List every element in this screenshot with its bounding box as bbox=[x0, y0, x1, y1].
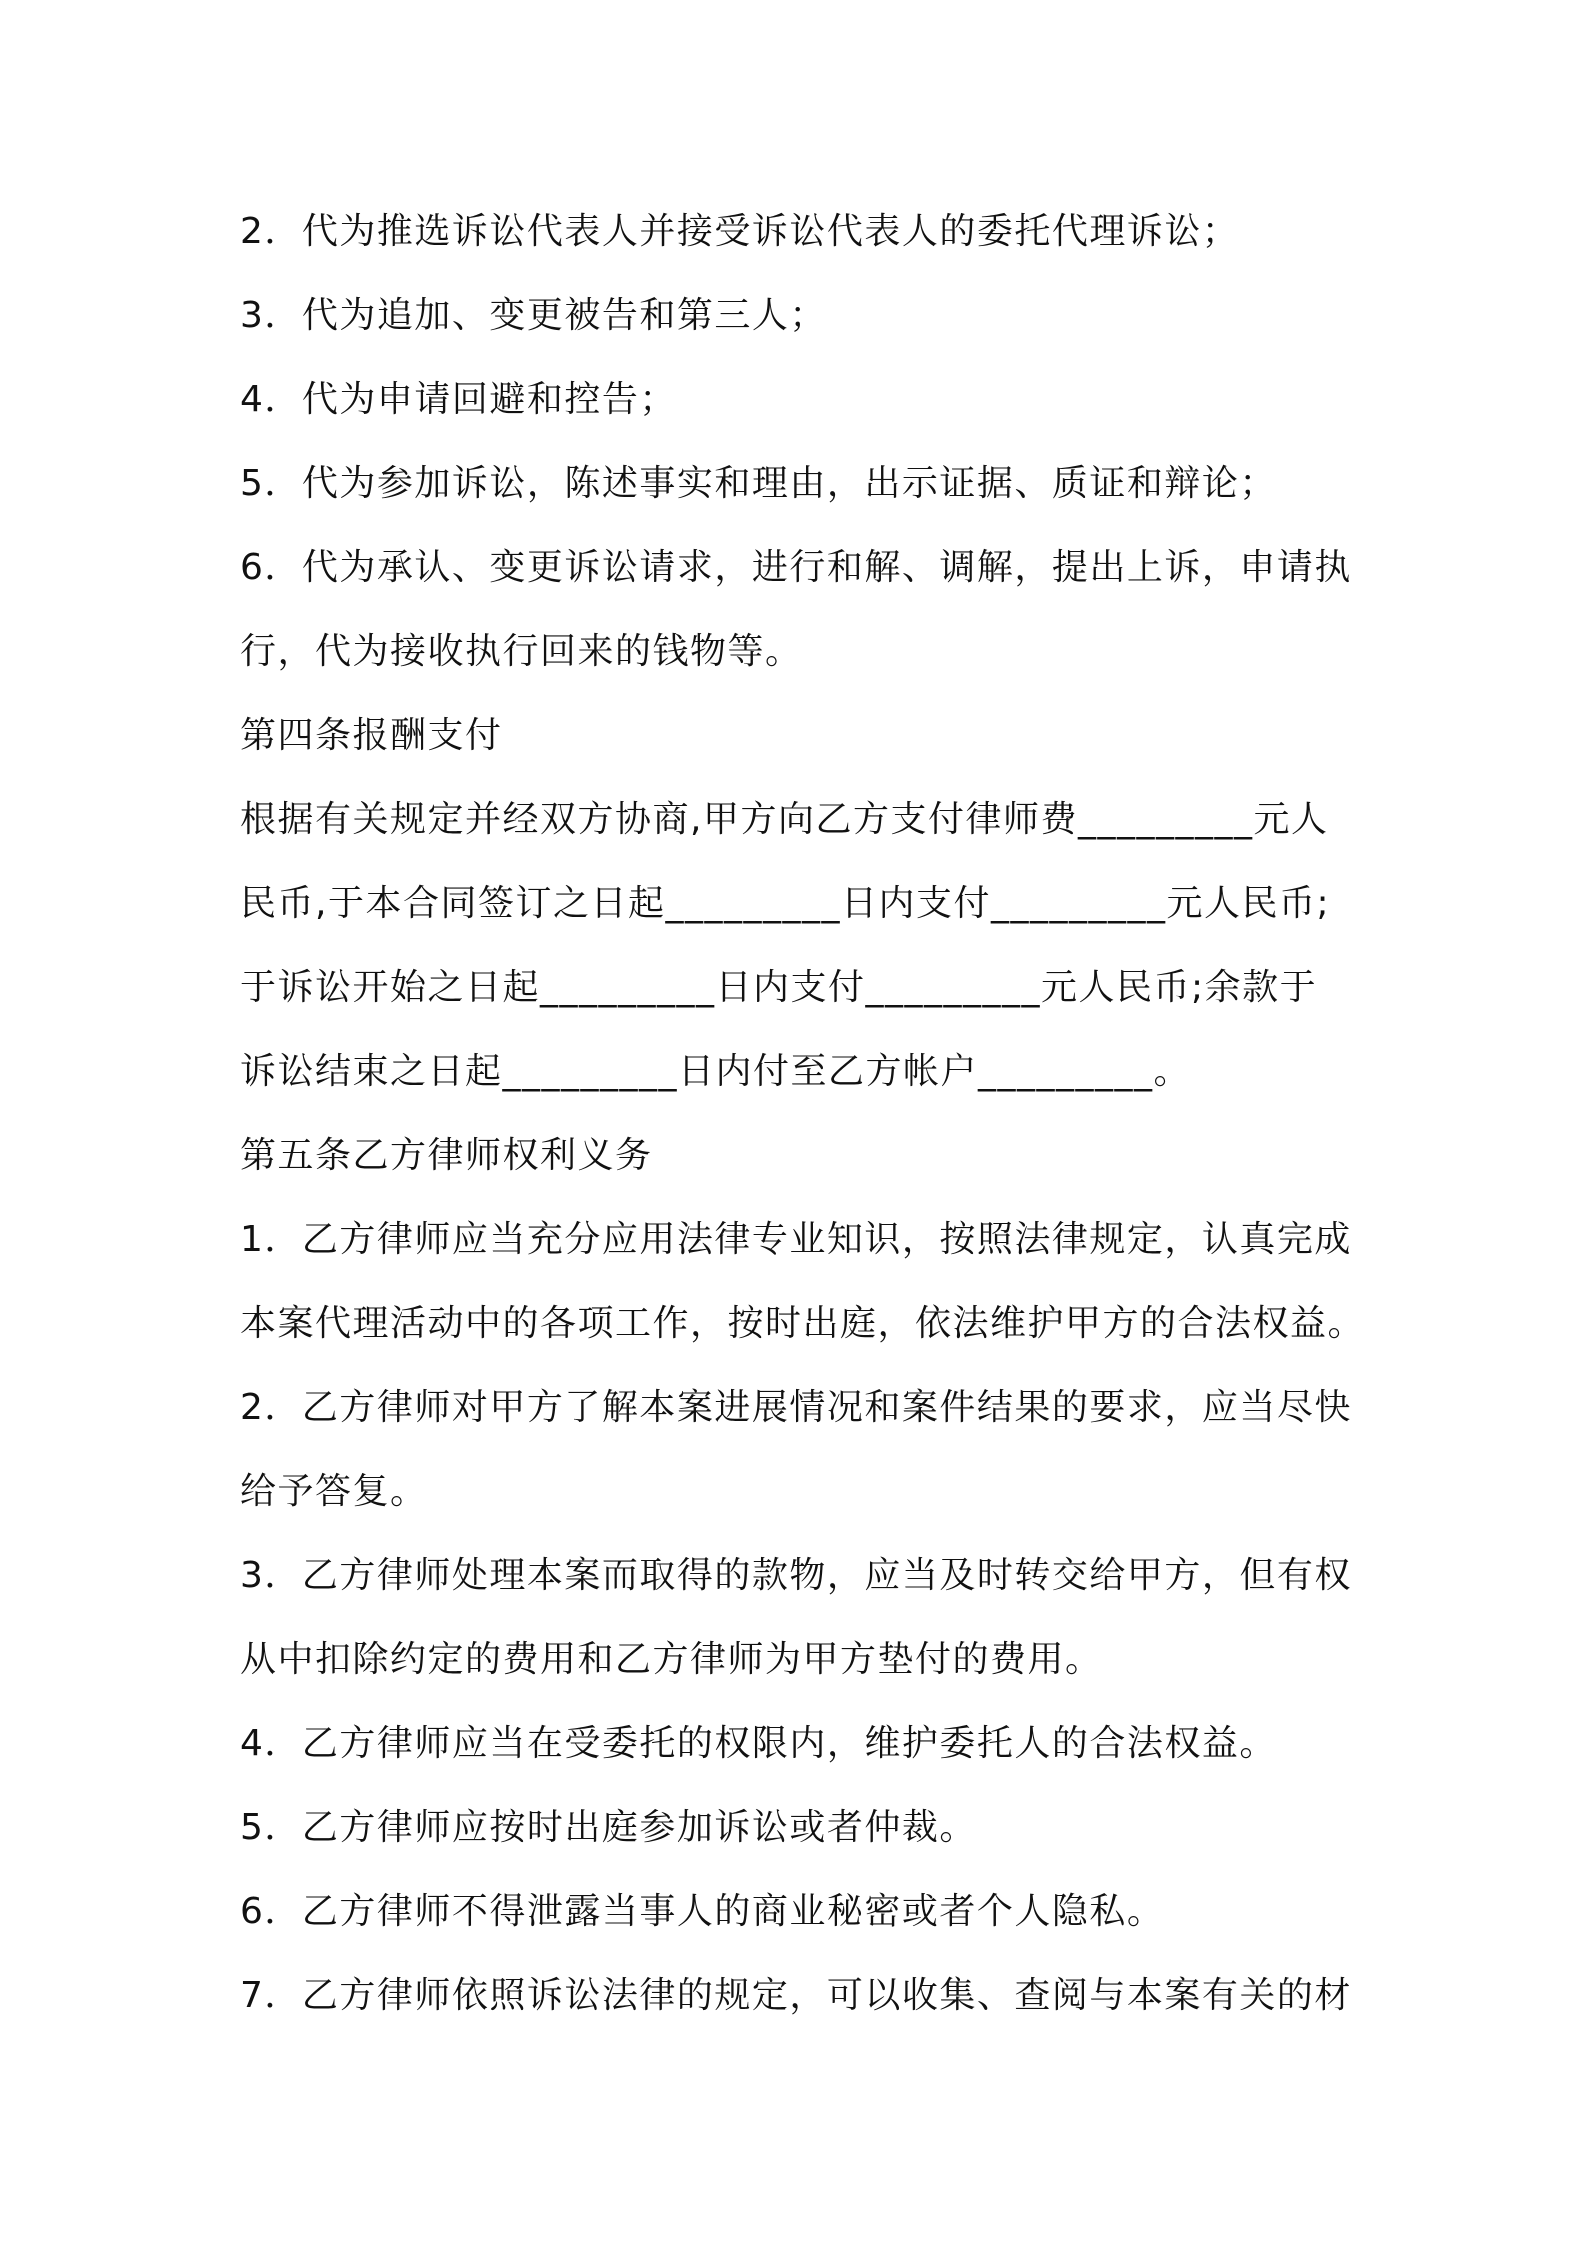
text-line: 4．乙方律师应当在受委托的权限内，维护委托人的合法权益。 bbox=[240, 1723, 1277, 1764]
text-line: 5．乙方律师应按时出庭参加诉讼或者仲裁。 bbox=[240, 1807, 977, 1848]
section-heading: 第四条报酬支付 bbox=[240, 715, 503, 756]
text-line: 从中扣除约定的费用和乙方律师为甲方垫付的费用。 bbox=[240, 1639, 1103, 1680]
text-line: 民币,于本合同签订之日起_________日内支付_________元人民币; bbox=[240, 883, 1331, 924]
text-line: 诉讼结束之日起_________日内付至乙方帐户_________。 bbox=[240, 1051, 1192, 1092]
text-line: 6．代为承认、变更诉讼请求，进行和解、调解，提出上诉，申请执 bbox=[240, 547, 1352, 588]
text-line: 给予答复。 bbox=[240, 1471, 428, 1512]
text-line: 3．乙方律师处理本案而取得的款物，应当及时转交给甲方，但有权 bbox=[240, 1555, 1352, 1596]
text-line: 7．乙方律师依照诉讼法律的规定，可以收集、查阅与本案有关的材 bbox=[240, 1975, 1352, 2016]
text-line: 本案代理活动中的各项工作，按时出庭，依法维护甲方的合法权益。 bbox=[240, 1303, 1366, 1344]
text-line: 6．乙方律师不得泄露当事人的商业秘密或者个人隐私。 bbox=[240, 1891, 1165, 1932]
text-line: 4．代为申请回避和控告； bbox=[240, 379, 677, 420]
text-line: 2．代为推选诉讼代表人并接受诉讼代表人的委托代理诉讼； bbox=[240, 211, 1240, 252]
text-line: 于诉讼开始之日起_________日内支付_________元人民币;余款于 bbox=[240, 967, 1318, 1008]
text-line: 5．代为参加诉讼，陈述事实和理由，出示证据、质证和辩论； bbox=[240, 463, 1277, 504]
text-line: 行，代为接收执行回来的钱物等。 bbox=[240, 631, 803, 672]
text-line: 1．乙方律师应当充分应用法律专业知识，按照法律规定，认真完成 bbox=[240, 1219, 1352, 1260]
text-line: 根据有关规定并经双方协商,甲方向乙方支付律师费_________元人 bbox=[240, 799, 1329, 840]
text-line: 2．乙方律师对甲方了解本案进展情况和案件结果的要求，应当尽快 bbox=[240, 1387, 1352, 1428]
text-line: 3．代为追加、变更被告和第三人； bbox=[240, 295, 827, 336]
section-heading: 第五条乙方律师权利义务 bbox=[240, 1135, 653, 1176]
document-body bbox=[240, 190, 1366, 2038]
